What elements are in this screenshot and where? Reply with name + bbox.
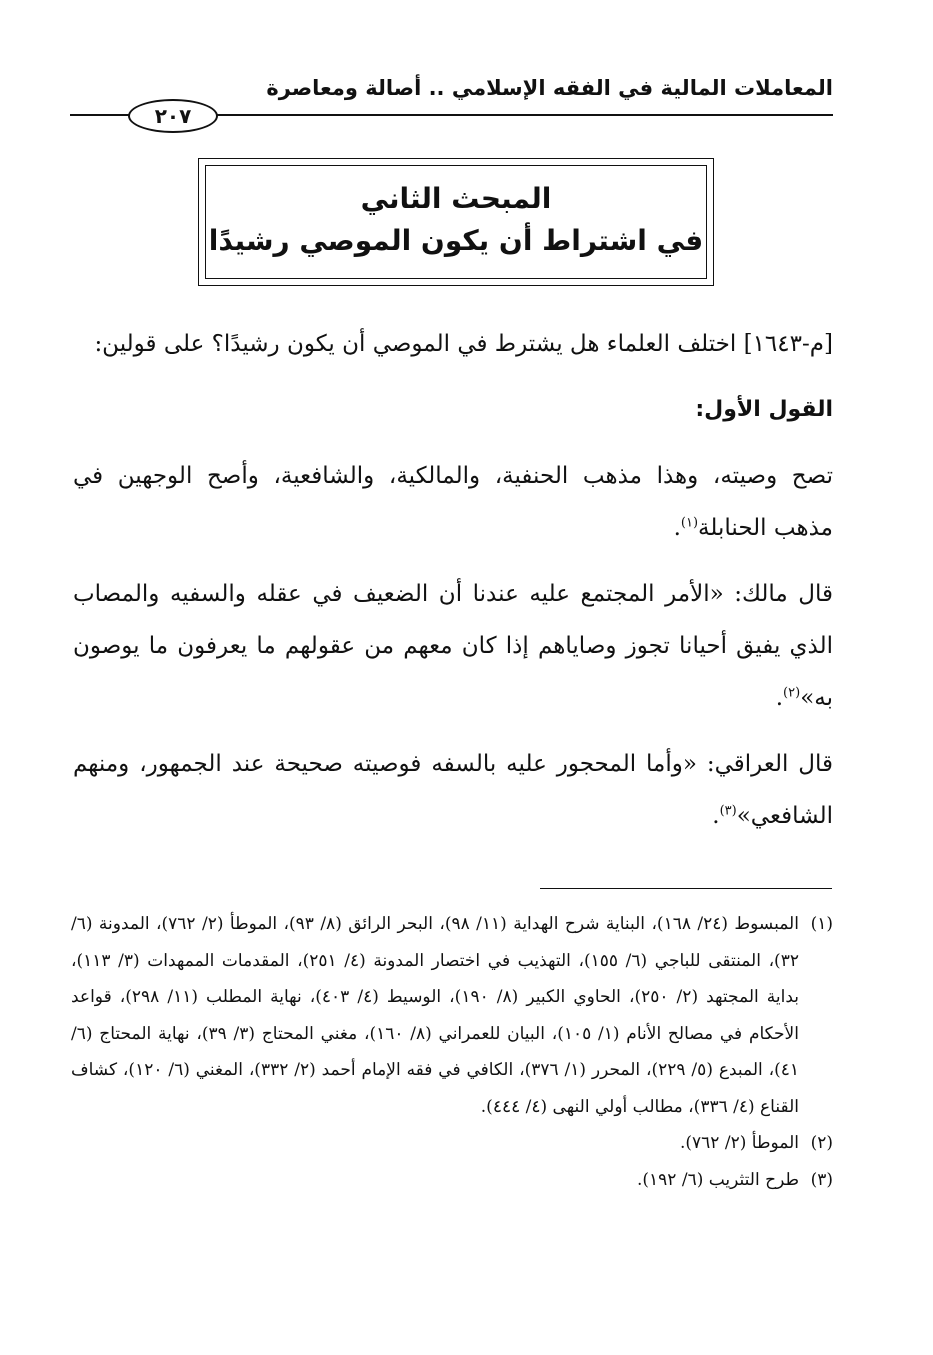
footnote-separator	[540, 888, 832, 889]
chapter-title-frame	[198, 158, 714, 286]
running-title: المعاملات المالية في الفقه الإسلامي .. أصالة ومعاصرة	[266, 76, 833, 100]
footnote-2: (٢) الموطأ (٢/ ٧٦٢).	[680, 1133, 833, 1153]
chapter-title-line2: في اشتراط أن يكون الموصي رشيدًا	[208, 224, 704, 257]
first-opinion-heading: القول الأول:	[695, 397, 833, 422]
chapter-title-inner-frame	[205, 165, 707, 279]
chapter-title-line1: المبحث الثاني	[360, 182, 552, 215]
footnotes	[71, 906, 833, 1198]
intro-paragraph: [م-١٦٤٣] اختلف العلماء هل يشترط في الموصي أن يكون رشيدًا؟ على قولين:	[94, 331, 833, 357]
footnote-3: (٣) طرح التثريب (٦/ ١٩٢).	[636, 1169, 833, 1190]
footnote-1: (١) المبسوط (٢٤/ ١٦٨)، البناية شرح الهداية (١١/ ٩٨)، البحر الرائق (٨/ ٩٣)، الموطأ (٢/ ٧٦٢)، المدونة (٦/ ٣٢)، المنتقى للباجي (٦/ ١٥٥)، التهذيب في اختصار المدونة (٤/ ٢٥١)، المقدمات الممهدات (٣/ ١١٣)، بداية المجتهد (٢/ ٢٥٠)، الحاوي الكبير (٨/ ١٩٠)، الوسيط (٤/ ٤٠٣)، نهاية المطلب (١١/ ٢٩٨)، قواعد الأحكام في مصالح الأنام (١/ ١٠٥)، البيان للعمراني (٨/ ١٦٠)، مغني المحتاج (٣/ ٣٩)، نهاية المحتاج (٦/ ٤١)، المبدع (٥/ ٢٢٩)، المحرر (١/ ٣٧٦)، الكافي في فقه الإمام أحمد (٢/ ٣٣٢)، المغني (٦/ ١٢٠)، كشاف القناع (٤/ ٣٣٦)، مطالب أولي النهى (٤/ ٤٤٤).	[71, 914, 833, 1117]
footnote-ref-2[interactable]: (٢)	[783, 685, 801, 701]
main-text	[73, 318, 833, 856]
iraqi-quote-paragraph: قال العراقي: «وأما المحجور عليه بالسفه فوصيته صحيحة عند الجمهور، ومنهم الشافعي»$^{(٣)}$.	[73, 751, 833, 829]
footnote-ref-1[interactable]: (١)	[680, 515, 699, 531]
malik-quote-paragraph: قال مالك: «الأمر المجتمع عليه عندنا أن الضعيف في عقله والسفيه والمصاب الذي يفيق أحيانا تجوز وصاياهم إذا كان معهم من عقولهم ما يعرفون ما يوصون به»$^{(٢)}$.	[73, 581, 833, 711]
footnote-ref-3[interactable]: (٣)	[719, 803, 737, 819]
first-opinion-paragraph: تصح وصيته، وهذا مذهب الحنفية، والمالكية، والشافعية، وأصح الوجهين في مذهب الحنابلة$^{(١)}$.	[73, 463, 833, 541]
page-number: ٢٠٧	[128, 99, 218, 133]
